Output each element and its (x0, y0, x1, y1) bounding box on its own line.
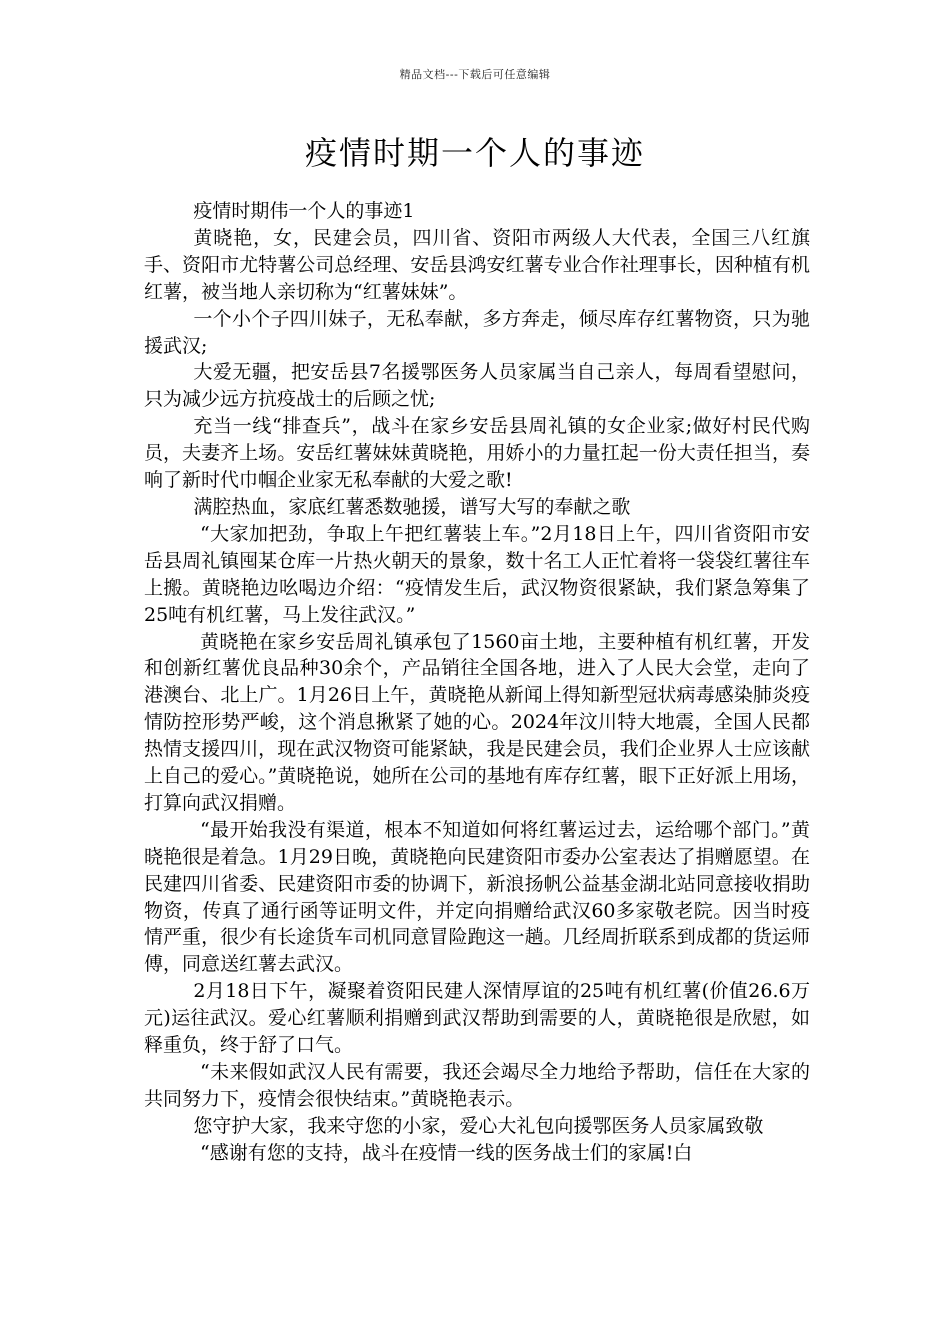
article-body (144, 198, 810, 1167)
paragraph: 疫情时期伟一个人的事迹1 (193, 200, 415, 222)
paragraph: 2月18日下午，凝聚着资阳民建人深情厚谊的25吨有机红薯(价值26.6万元)运往武汉。爱心红薯顺利捐赠到武汉帮助到需要的人，黄晓艳很是欣慰，如释重负，终于舒了口气。 (144, 980, 810, 1057)
paragraph: 一个小个子四川妹子，无私奉献，多方奔走，倾尽库存红薯物资，只为驰援武汉; (144, 307, 810, 357)
paragraph: 充当一线“排查兵”，战斗在家乡安岳县周礼镇的女企业家;做好村民代购员，夫妻齐上场。安岳红薯妹妹黄晓艳，用娇小的力量扛起一份大责任担当，奏响了新时代巾帼企业家无私奉献的大爱之歌! (144, 415, 810, 492)
header-note: 精品文档---下载后可任意编辑 (399, 68, 551, 81)
paragraph: 满腔热血，家底红薯悉数驰援，谱写大写的奉献之歌 (193, 495, 631, 518)
paragraph: 您守护大家，我来守您的小家，爱心大礼包向援鄂医务人员家属致敬 (193, 1114, 764, 1137)
paragraph: “最开始我没有渠道，根本不知道如何将红薯运过去，运给哪个部门。”黄晓艳很是着急。1月29日晚，黄晓艳向民建资阳市委办公室表达了捐赠愿望。在民建四川省委、民建资阳市委的协调下，新浪扬帆公益基金湖北站同意接收捐助物资，传真了通行函等证明文件，并定向捐赠给武汉60多家敬老院。因当时疫情严重，很少有长途货车司机同意冒险跑这一趟。几经周折联系到成都的货运师傅，同意送红薯去武汉。 (144, 818, 810, 976)
page-title: 疫情时期一个人的事迹 (304, 134, 645, 172)
paragraph: 黄晓艳在家乡安岳周礼镇承包了1560亩土地，主要种植有机红薯，开发和创新红薯优良品种30余个，产品销往全国各地，进入了人民大会堂，走向了港澳台、北上广。1月26日上午，黄晓艳从新闻上得知新型冠状病毒感染肺炎疫情防控形势严峻，这个消息揪紧了她的心。2024年汶川特大地震，全国人民都热情支援四川，现在武汉物资可能紧缺，我是民建会员，我们企业界人士应该献上自己的爱心。”黄晓艳说，她所在公司的基地有库存红薯，眼下正好派上用场，打算向武汉捐赠。 (144, 630, 810, 814)
paragraph: 大爱无疆，把安岳县7名援鄂医务人员家属当自己亲人，每周看望慰问，只为减少远方抗疫战士的后顾之忧; (144, 361, 810, 411)
paragraph: “大家加把劲，争取上午把红薯装上车。”2月18日上午，四川省资阳市安岳县周礼镇囤某仓库一片热火朝天的景象，数十名工人正忙着将一袋袋红薯往车上搬。黄晓艳边吆喝边介绍：“疫情发生后，武汉物资很紧缺，我们紧急筹集了25吨有机红薯，马上发往武汉。” (144, 522, 810, 626)
paragraph: 黄晓艳，女，民建会员，四川省、资阳市两级人大代表，全国三八红旗手、资阳市尤特薯公司总经理、安岳县鸿安红薯专业合作社理事长，因种植有机红薯，被当地人亲切称为“红薯妹妹”。 (144, 226, 810, 303)
paragraph: “未来假如武汉人民有需要，我还会竭尽全力地给予帮助，信任在大家的共同努力下，疫情会很快结束。”黄晓艳表示。 (144, 1061, 810, 1110)
paragraph: “感谢有您的支持，战斗在疫情一线的医务战士们的家属!白 (200, 1141, 693, 1164)
